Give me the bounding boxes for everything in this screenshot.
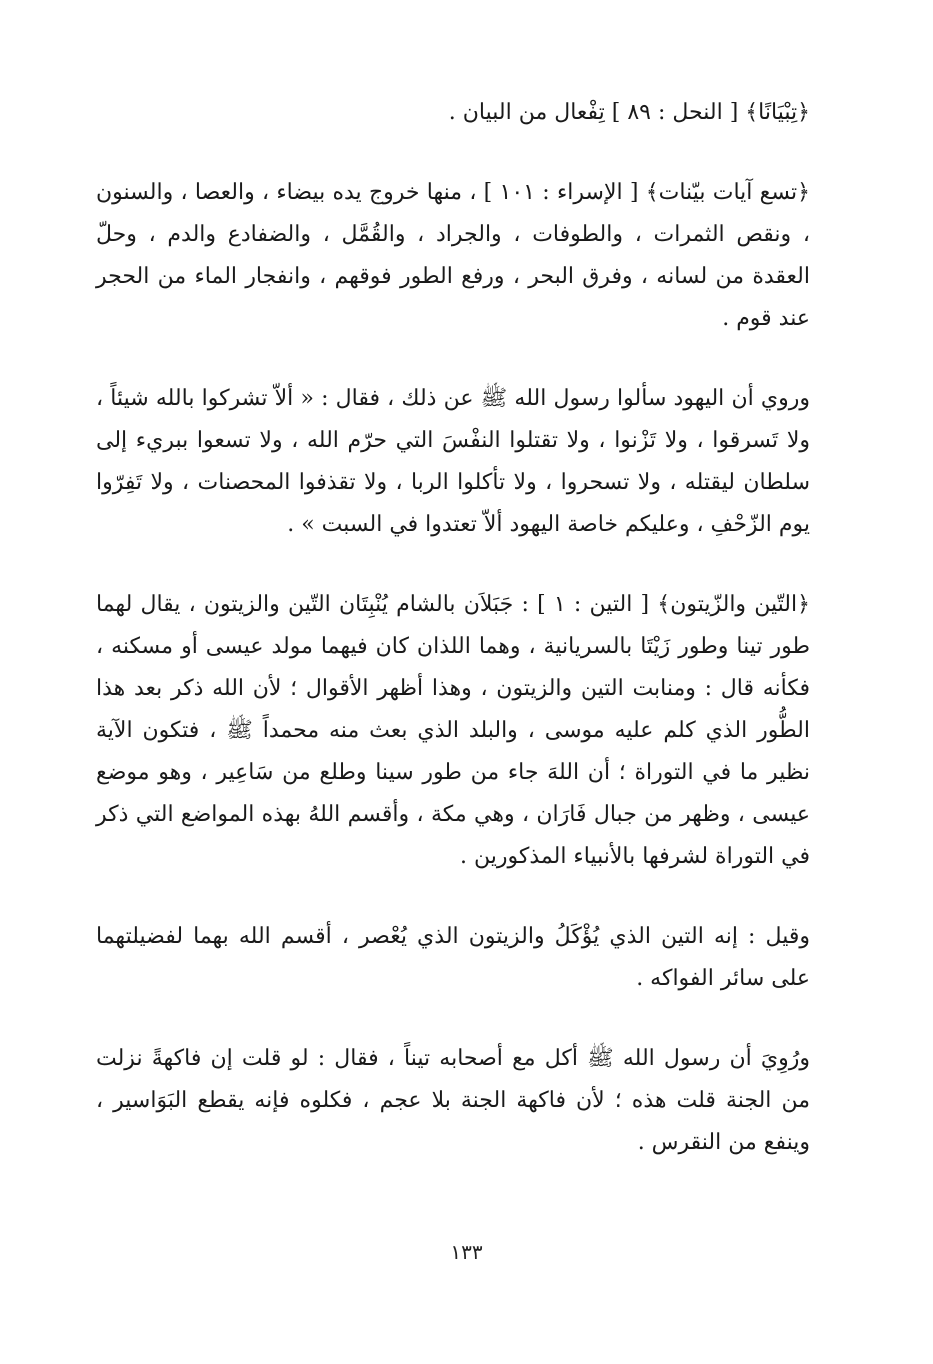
paragraph-tibyan: ﴿تِبْيَانًا﴾ [ النحل : ٨٩ ] تِفْعال من البيان .: [448, 100, 810, 125]
paragraph-fig-olive: ﴿التّين والزّيتون﴾ [ التين : ١ ] : جَبَلاَن بالشام يُنْبِتَان التّين والزيتون ، يقال لهما طور تينا وطور زَيْتَا بالسريانية ، وهما اللذان كان فيهما مولد عيسى أو مسكنه ، فكأنه قال : ومنابت التين والزيتون ، وهذا أظهر الأقوال ؛ لأن الله ذكر بعد هذا الطُّور الذي كلم عليه موسى ، والبلد الذي بعث منه محمداً ﷺ ، فتكون الآية نظير ما في التوراة ؛ أن اللهَ جاء من طور سينا وطلع من سَاعِير ، وهو موضع عيسى ، وظهر من جبال فَارَان ، وهي مكة ، وأقسم اللهُ بهذه المواضع التي ذكر في التوراة لشرفها بالأنبياء المذكورين .: [96, 592, 810, 869]
paragraph-nine-signs: ﴿تسع آيات بيّنات﴾ [ الإسراء : ١٠١ ] ، منها خروج يده بيضاء ، والعصا ، والسنون ، ونقص الثمرات ، والطوفات ، والجراد ، والقُمَّل ، والضفادع والدم ، وحلّ العقدة من لسانه ، وفرق البحر ، ورفع الطور فوقهم ، وانفجار الماء من الحجر عند قوم .: [96, 180, 810, 331]
page-body: [96, 92, 810, 1164]
paragraph-hadith-fig: ورُوِيَ أن رسول الله ﷺ أكل مع أصحابه تيناً ، فقال : لو قلت إن فاكهةً نزلت من الجنة قلت هذه ؛ لأن فاكهة الجنة بلا عجم ، فكلوه فإنه يقطع البَوَاسير ، وينفع من النقرس .: [96, 1046, 810, 1155]
paragraph-jews-question: وروي أن اليهود سألوا رسول الله ﷺ عن ذلك ، فقال : « ألاّ تشركوا بالله شيئاً ، ولا تَسرقوا ، ولا تَزْنوا ، ولا تقتلوا النفْسَ التي حرّم الله ، ولا تسعوا ببريء إلى سلطان ليقتله ، ولا تسحروا ، ولا تأكلوا الربا ، ولا تقذفوا المحصنات ، ولا تَفِرّوا يوم الزّحْفِ ، وعليكم خاصة اليهود ألاّ تعتدوا في السبت » .: [96, 386, 810, 537]
page-number: ١٣٣: [450, 1240, 483, 1264]
paragraph-fig-eaten: وقيل : إنه التين الذي يُؤْكَلُ والزيتون الذي يُعْصر ، أقسم الله بهما لفضيلتهما على سائر الفواكه .: [96, 924, 810, 991]
